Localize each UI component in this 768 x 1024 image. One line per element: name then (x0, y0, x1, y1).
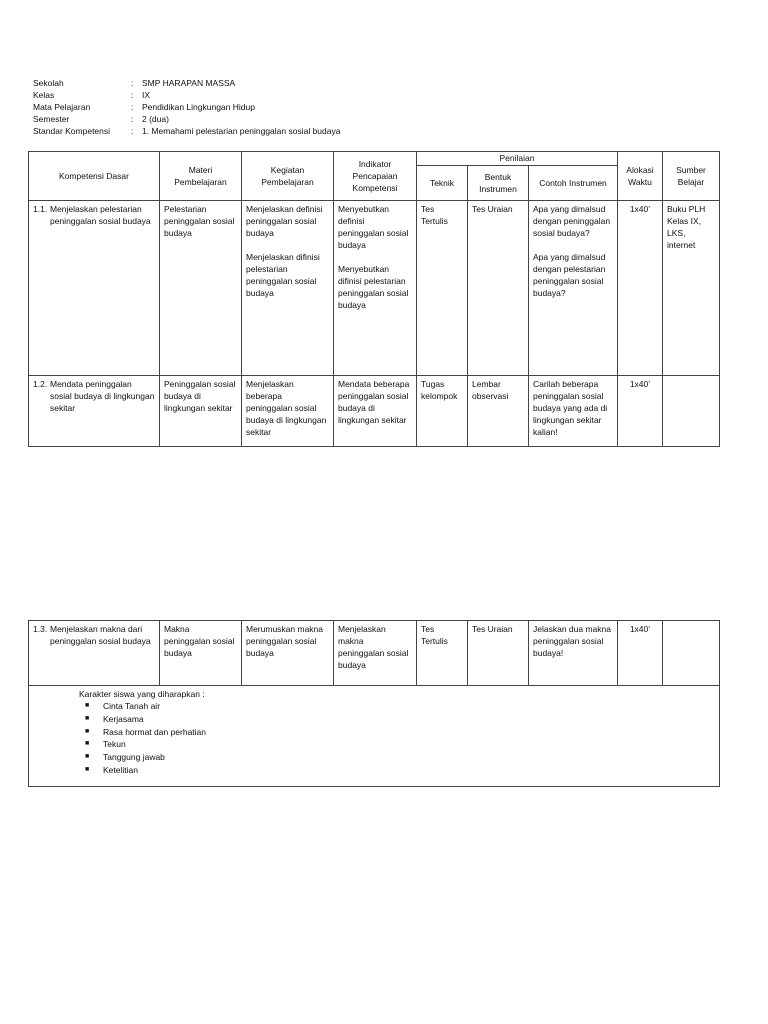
cell-indikator: Mendata beberapa peninggalan sosial budaya di lingkungan sekitar (334, 376, 417, 447)
cell-sumber (663, 621, 720, 686)
karakter-item: Rasa hormat dan perhatian (103, 726, 207, 737)
cell-materi: Makna peninggalan sosial budaya (160, 621, 242, 686)
kd-number: 1.2. (33, 379, 48, 389)
contoh-item: Apa yang dimalsud dengan pelestarian peninggalan sosial budaya? (533, 252, 606, 298)
karakter-item: Cinta Tanah air (103, 701, 161, 711)
col-kompetensi-dasar: Kompetensi Dasar (29, 152, 160, 201)
header-label: Semester (33, 114, 70, 124)
cell-teknik: Tugas kelompok (417, 376, 468, 447)
cell-indikator (334, 201, 417, 376)
karakter-cell (29, 686, 720, 787)
col-alokasi: Alokasi Waktu (618, 152, 663, 201)
header-colon: : (131, 102, 134, 112)
cell-alokasi: 1x40’ (618, 376, 663, 447)
col-penilaian: Penilaian (417, 152, 618, 166)
header-colon: : (131, 126, 134, 136)
kd-text: Mendata peninggalan sosial budaya di lingkungan sekitar (50, 379, 155, 413)
cell-materi: Pelestarian peninggalan sosial budaya (160, 201, 242, 376)
cell-alokasi: 1x40’ (618, 201, 663, 376)
cell-sumber (663, 376, 720, 447)
table-header-row (29, 152, 720, 166)
col-kegiatan: Kegiatan Pembelajaran (242, 152, 334, 201)
kd-number: 1.3. (33, 624, 48, 634)
list-item (85, 713, 715, 726)
header-row-standar-kompetensi (33, 125, 340, 137)
karakter-row (29, 686, 720, 787)
cell-kompetensi-dasar (29, 621, 160, 686)
header-row-semester (33, 113, 340, 125)
header-row-kelas (33, 89, 340, 101)
col-indikator: Indikator Pencapaian Kompetensi (334, 152, 417, 201)
header-colon: : (131, 90, 134, 100)
cell-kegiatan: Menjelaskan beberapa peninggalan sosial budaya di lingkungan sekitar (242, 376, 334, 447)
karakter-item: Tanggung jawab (103, 752, 165, 763)
kd-text: Menjelaskan pelestarian peninggalan sosial budaya (50, 204, 151, 226)
cell-kegiatan: Merumuskan makna peninggalan sosial budaya (242, 621, 334, 686)
karakter-list (33, 700, 715, 777)
header-value: 2 (dua) (142, 114, 169, 124)
indikator-item: Menyebutkan definisi peninggalan sosial budaya (338, 204, 409, 250)
karakter-item: Kerjasama (103, 713, 144, 724)
header-value: SMP HARAPAN MASSA (142, 78, 236, 88)
header-value: 1. Memahami pelestarian peninggalan sosial budaya (142, 126, 341, 136)
cell-kegiatan (242, 201, 334, 376)
header-row-mata-pelajaran (33, 101, 340, 113)
header-label: Sekolah (33, 78, 64, 88)
list-item (85, 751, 715, 764)
cell-bentuk: Tes Uraian (468, 201, 529, 376)
kegiatan-item: Menjelaskan difinisi pelestarian peninggalan sosial budaya (246, 252, 320, 298)
bullet-icon: ■ (85, 740, 90, 748)
cell-contoh (529, 201, 618, 376)
karakter-item: Tekun (103, 739, 126, 750)
header-row-sekolah (33, 77, 340, 89)
cell-kompetensi-dasar (29, 376, 160, 447)
header-colon: : (131, 114, 134, 124)
table-row (29, 201, 720, 376)
kd-text: Menjelaskan makna dari peninggalan sosial budaya (50, 624, 151, 646)
header-label: Kelas (33, 90, 55, 100)
indikator-item: Menyebutkan difinisi pelestarian peninggalan sosial budaya (338, 264, 409, 310)
karakter-item: Ketelitian (103, 764, 138, 775)
cell-teknik: Tes Tertulis (417, 621, 468, 686)
contoh-item: Apa yang dimalsud dengan peninggalan sosial budaya? (533, 204, 611, 238)
cell-teknik: Tes Tertulis (417, 201, 468, 376)
bullet-icon: ■ (85, 765, 90, 773)
cell-kompetensi-dasar (29, 201, 160, 376)
bullet-icon: ■ (85, 727, 90, 735)
list-item (85, 726, 715, 739)
bullet-icon: ■ (85, 753, 90, 761)
header-value: IX (142, 90, 151, 100)
document-header (33, 77, 340, 137)
table-row (29, 621, 720, 686)
cell-bentuk: Lembar observasi (468, 376, 529, 447)
cell-sumber: Buku PLH Kelas IX, LKS, internet (663, 201, 720, 376)
col-teknik: Teknik (417, 165, 468, 200)
cell-contoh: Carilah beberapa peninggalan sosial budaya yang ada di lingkungan sekitar kalian! (529, 376, 618, 447)
header-label: Standar Kompetensi (33, 126, 111, 136)
cell-materi: Peninggalan sosial budaya di lingkungan sekitar (160, 376, 242, 447)
list-item (85, 700, 715, 713)
col-sumber: Sumber Belajar (663, 152, 720, 201)
karakter-title: Karakter siswa yang diharapkan : (79, 689, 205, 699)
list-item (85, 764, 715, 777)
col-contoh: Contoh Instrumen (529, 165, 618, 200)
syllabus-table-page-1 (28, 151, 720, 447)
cell-indikator: Menjelaskan makna peninggalan sosial budaya (334, 621, 417, 686)
list-item (85, 738, 715, 751)
cell-contoh: Jelaskan dua makna peninggalan sosial budaya! (529, 621, 618, 686)
bullet-icon: ■ (85, 714, 90, 722)
header-colon: : (131, 78, 134, 88)
cell-bentuk: Tes Uraian (468, 621, 529, 686)
bullet-icon: ■ (85, 702, 90, 709)
kd-number: 1.1. (33, 204, 48, 214)
col-materi: Materi Pembelajaran (160, 152, 242, 201)
header-label: Mata Pelajaran (33, 102, 91, 112)
table-row (29, 376, 720, 447)
syllabus-table-page-2 (28, 620, 720, 787)
header-value: Pendidikan Lingkungan Hidup (142, 102, 255, 112)
cell-alokasi: 1x40’ (618, 621, 663, 686)
kegiatan-item: Menjelaskan definisi peninggalan sosial budaya (246, 204, 323, 238)
col-bentuk: Bentuk Instrumen (468, 165, 529, 200)
